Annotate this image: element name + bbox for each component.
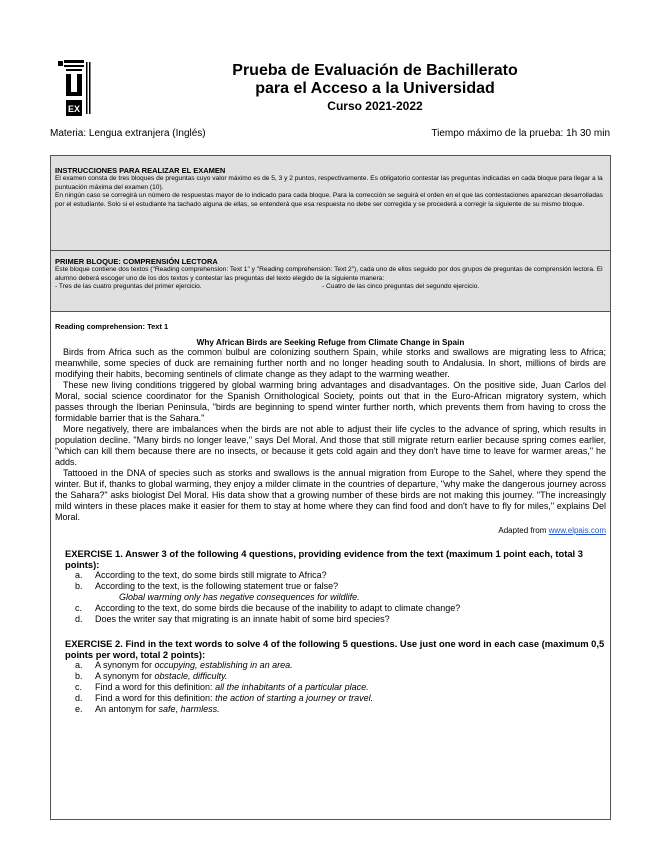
block1-box [50,250,611,312]
exercise2-item: a. A synonym for occupying, establishing in an area. [75,660,293,670]
source-line [55,526,606,535]
exam-meta [50,128,610,139]
text1-section [50,312,611,820]
title-line-1: Prueba de Evaluación de Bachillerato [232,62,518,79]
exercise2-item: e. An antonym for safe, harmless. [75,704,220,714]
course: Curso 2021-2022 [327,99,423,113]
instructions-box [50,155,611,250]
block1-heading: PRIMER BLOQUE: COMPRENSIÓN LECTORA [55,257,218,266]
instructions-p1: El examen consta de tres bloques de preguntas cuyo valor máximo es de 5, 3 y 2 puntos, respectivamente. Es obligatorio contestar las preguntas indicadas en cada bloque para llegar a la puntuación máxima del examen (10). [55,175,603,191]
exercise1-item: c. According to the text, do some birds die because of the inability to adapt to climate change? [75,603,461,613]
exercise2-heading: EXERCISE 2. Find in the text words to solve 4 of the following 5 questions. Use just one word in each case (maximum 0,5 points per word, total 2 points): [65,638,605,660]
article-paragraph: More negatively, there are imbalances when the birds are not able to adjust their life cycles to the advance of spring, which results in population decline. "Many birds no longer leave," says Del Moral. And those that still migrate return earlier because spring comes earlier, "which can kill them because there are no insects, or because it gets cold again and they don't have time to leave for warmer areas," he adds. [55,424,606,467]
exercise2-item: d. Find a word for this definition: the action of starting a journey or travel. [75,693,374,703]
block1-option-1: - Tres de las cuatro preguntas del primer ejercicio. [55,283,202,291]
title-line-2: para el Acceso a la Universidad [255,80,495,97]
exercise2-list [55,660,606,715]
exercise1-item: d. Does the writer say that migrating is an innate habit of some bird species? [75,614,390,624]
uex-logo [56,58,98,120]
subject: Materia: Lengua extranjera (Inglés) [50,128,206,139]
source-link[interactable]: www.elpais.com [548,526,606,535]
exercise1-heading: EXERCISE 1. Answer 3 of the following 4 questions, providing evidence from the text (maximum 1 point each, total 3 points): [65,548,583,570]
exam-title [160,62,590,113]
article-paragraph: These new living conditions triggered by global warming bring advantages and disadvantages. On the positive side, Juan Carlos del Moral, social science coordinator for the Spanish Ornithological Society, points out that in the Euro-African migratory system, which passes through the Iberian Peninsula, "birds are beginning to spend winter further north, which prevents them from having to cross the formidable barrier that is the Sahara." [55,380,606,423]
text1-label: Reading comprehension: Text 1 [55,322,169,331]
article-paragraph: Tattooed in the DNA of species such as storks and swallows is the annual migration from Europe to the Sahel, where they spend the winter. But if, thanks to global warming, they enjoy a milder climate in the countries of departure, "why make the dangerous journey across the Sahara?" asks biologist Del Moral. His data show that a growing number of these birds are not making this journey. "The increasingly mild winters in these places make it easier for them to stay at home where they can find food and don't have to fly for miles," explains Del Moral. [55,468,606,522]
article-title: Why African Birds are Seeking Refuge from Climate Change in Spain [196,338,465,347]
exercise2-item: c. Find a word for this definition: all the inhabitants of a particular place. [75,682,369,692]
block1-p1: Este bloque contiene dos textos ("Reading comprehension: Text 1" y "Reading comprehension: Text 2"), cada uno de ellos seguido por dos grupos de preguntas de comprensión lectora. El alumno deberá escoger uno de los dos textos y contestar las preguntas del texto elegido de la siguiente manera: [55,266,603,282]
instructions-heading: INSTRUCCIONES PARA REALIZAR EL EXAMEN [55,166,226,175]
time-limit: Tiempo máximo de la prueba: 1h 30 min [431,128,610,139]
exercise1-list [55,570,606,625]
svg-text:EX: EX [67,104,81,114]
exercise1-item: b. According to the text, is the following statement true or false? [75,581,339,591]
exercise1-statement: Global warming only has negative consequences for wildlife. [119,592,360,602]
exercise2-item: b. A synonym for obstacle, difficulty. [75,671,228,681]
block1-options [55,283,606,292]
instructions-p2: En ningún caso se corregirá un número de respuestas mayor de lo indicado para cada bloque. Para la corrección se seguirá el orden en el que las contestaciones aparezcan desarrolladas por el estudiante. Solo si el estudiante ha tachado alguna de ellas, se entenderá que esa respuesta no debe ser corregida y se procederá a corregir la siguiente de su mismo bloque. [55,192,603,208]
article-paragraph: Birds from Africa such as the common bulbul are colonizing southern Spain, while storks and swallows are migrating less to Africa; meanwhile, some species of duck are remaining further north and no longer heading south to Andalusia. In short, millions of birds are modifying their habits, becoming sentinels of climate change as they adapt to the warming weather. [55,347,606,379]
source-prefix: Adapted from [498,526,549,535]
block1-option-2: - Cuatro de las cinco preguntas del segundo ejercicio. [322,283,480,291]
exercise1-item: a. According to the text, do some birds still migrate to Africa? [75,570,327,580]
